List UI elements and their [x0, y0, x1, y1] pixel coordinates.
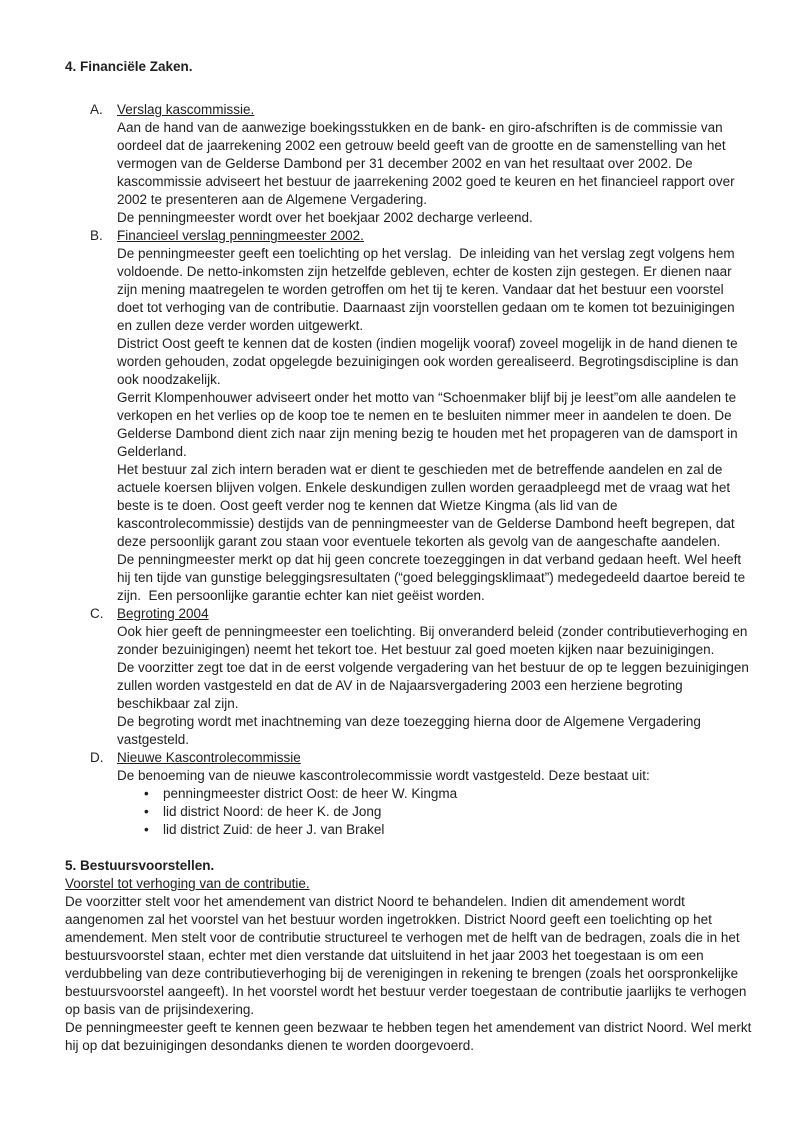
- item-title-verslag-kascommissie: Verslag kascommissie.: [117, 102, 255, 117]
- item-letter-a: A.: [90, 102, 103, 117]
- bullet-icon: •: [144, 804, 149, 819]
- paragraph: De benoeming van de nieuwe kascontrolecommissie wordt vastgesteld. Deze bestaat uit:: [117, 768, 650, 783]
- item-letter-c: C.: [90, 606, 104, 621]
- section-5-title: 5. Bestuursvoorstellen.: [65, 858, 215, 873]
- list-item-c: [65, 605, 765, 749]
- paragraph: Het bestuur zal zich intern beraden wat er dient te geschieden met de betreffende aandelen en zal de actuele koersen blijven volgen. Enkele deskundigen zullen worden geraadpleegd met de vraag wat het beste is te doen. Oost geeft verder nog te kennen dat Wietze Kingma (als lid van de kascontrolecommissie) destijds van de penningmeester van de Gelderse Dambond heeft begrepen, dat deze persoonlijk garant zou staan voor eventuele tekorten als gevolg van de aangeschafte aandelen.: [117, 462, 739, 549]
- list-item-a: [65, 101, 765, 227]
- bullet-text-de-jong: lid district Noord: de heer K. de Jong: [163, 804, 382, 819]
- paragraph: Gerrit Klompenhouwer adviseert onder het motto van “Schoenmaker blijf bij je leest”om alle aandelen te verkopen en het verlies op de koop toe te nemen en te besluiten nimmer meer in aandelen te doen. De Gelderse Dambond dient zich naar zijn mening bezig te houden met het propageren van de damsport in Gelderland.: [117, 390, 742, 459]
- bullet-text-van-brakel: lid district Zuid: de heer J. van Brakel: [163, 822, 385, 837]
- paragraph: Ook hier geeft de penningmeester een toelichting. Bij onveranderd beleid (zonder contributieverhoging en zonder bezuinigingen) neemt het tekort toe. Het bestuur zal goed moeten kijken naar bezuinigingen.: [117, 624, 752, 657]
- item-letter-b: B.: [90, 228, 103, 243]
- item-content-d: [117, 749, 749, 839]
- paragraph: Aan de hand van de aanwezige boekingsstukken en de bank- en giro-afschriften is de commissie van oordeel dat de jaarrekening 2002 een getrouw beeld geeft van de grootte en de samenstelling van het vermogen van de Gelderse Dambond per 31 december 2002 en van het resultaat over 2002. De kascommissie adviseert het bestuur de jaarrekening 2002 goed te keuren en het financieel rapport over 2002 te presenteren aan de Algemene Vergadering.: [117, 120, 739, 207]
- paragraph: De penningmeester merkt op dat hij geen concrete toezeggingen in dat verband gedaan heeft. Wel heeft hij ten tijde van gunstige beleggingsresultaten (“goed beleggingsklimaat”) medegedeeld daartoe bereid te zijn. Een persoonlijke garantie echter kan niet geëist worden.: [117, 552, 749, 603]
- bullet-list-item: [117, 821, 749, 839]
- section-5: [65, 857, 765, 1055]
- paragraph: District Oost geeft te kennen dat de kosten (indien mogelijk vooraf) zoveel mogelijk in de hand dienen te worden gehouden, zodat opgelegde bezuinigingen ook worden gerealiseerd. Begrotingsdiscipline is dan ook noodzakelijk.: [117, 336, 743, 387]
- item-title-nieuwe-kascontrolecommissie: Nieuwe Kascontrolecommissie: [117, 750, 301, 765]
- item-content-a: [117, 101, 749, 227]
- list-item-d: [65, 749, 765, 839]
- bullet-list-item: [117, 803, 749, 821]
- paragraph: De penningmeester geeft te kennen geen bezwaar te hebben tegen het amendement van district Noord. Wel merkt hij op dat bezuinigingen desondanks dienen te worden doorgevoerd.: [65, 1020, 756, 1053]
- item-content-c: [117, 605, 753, 749]
- section-4-title: 4. Financiële Zaken.: [65, 59, 193, 74]
- paragraph: De penningmeester geeft een toelichting op het verslag. De inleiding van het verslag zegt volgens hem voldoende. De netto-inkomsten zijn hetzelfde gebleven, echter de kosten zijn gestegen. Er dienen naar zijn mening maatregelen te worden getroffen om het tij te keren. Vandaar dat het bestuur een voorstel doet tot verhoging van de contributie. Daarnaast zijn voorstellen gedaan om te komen tot bezuinigingen en zullen deze verder worden uitgewerkt.: [117, 246, 739, 333]
- paragraph: De voorzitter stelt voor het amendement van district Noord te behandelen. Indien dit amendement wordt aangenomen zal het voorstel van het bestuur worden ingetrokken. District Noord geeft een toelichting op het amendement. Men stelt voor de contributie structureel te verhogen met de helft van de bedragen, zoals die in het bestuursvoorstel staan, echter met dien verstande dat uitsluitend in het jaar 2003 het toegestaan is om een verdubbeling van deze contributieverhoging bij de verenigingen in rekening te brengen (zoals het oorspronkelijke bestuursvoorstel aangeeft). In het voorstel wordt het bestuur verder toegestaan de contributie jaarlijks te verhogen op basis van de prijsindexering.: [65, 894, 751, 1017]
- paragraph: De voorzitter zegt toe dat in de eerst volgende vergadering van het bestuur de op te leggen bezuinigingen zullen worden vastgesteld en dat de AV in de Najaarsvergadering 2003 een herziene begroting beschikbaar zal zijn.: [117, 660, 753, 711]
- item-title-financieel-verslag: Financieel verslag penningmeester 2002.: [117, 228, 364, 243]
- bullet-text-kingma: penningmeester district Oost: de heer W. Kingma: [163, 786, 458, 801]
- section-4-lettered-list: [65, 101, 765, 839]
- item-letter-d: D.: [90, 750, 104, 765]
- bullet-icon: •: [144, 786, 149, 801]
- section-5-subtitle: Voorstel tot verhoging van de contributie.: [65, 876, 310, 891]
- item-content-b: [117, 227, 749, 605]
- paragraph: De begroting wordt met inachtneming van deze toezegging hierna door de Algemene Vergadering vastgesteld.: [117, 714, 705, 747]
- item-title-begroting-2004: Begroting 2004: [117, 606, 209, 621]
- paragraph: De penningmeester wordt over het boekjaar 2002 decharge verleend.: [117, 210, 533, 225]
- list-item-b: [65, 227, 765, 605]
- bullet-icon: •: [144, 822, 149, 837]
- bullet-list-item: [117, 785, 749, 803]
